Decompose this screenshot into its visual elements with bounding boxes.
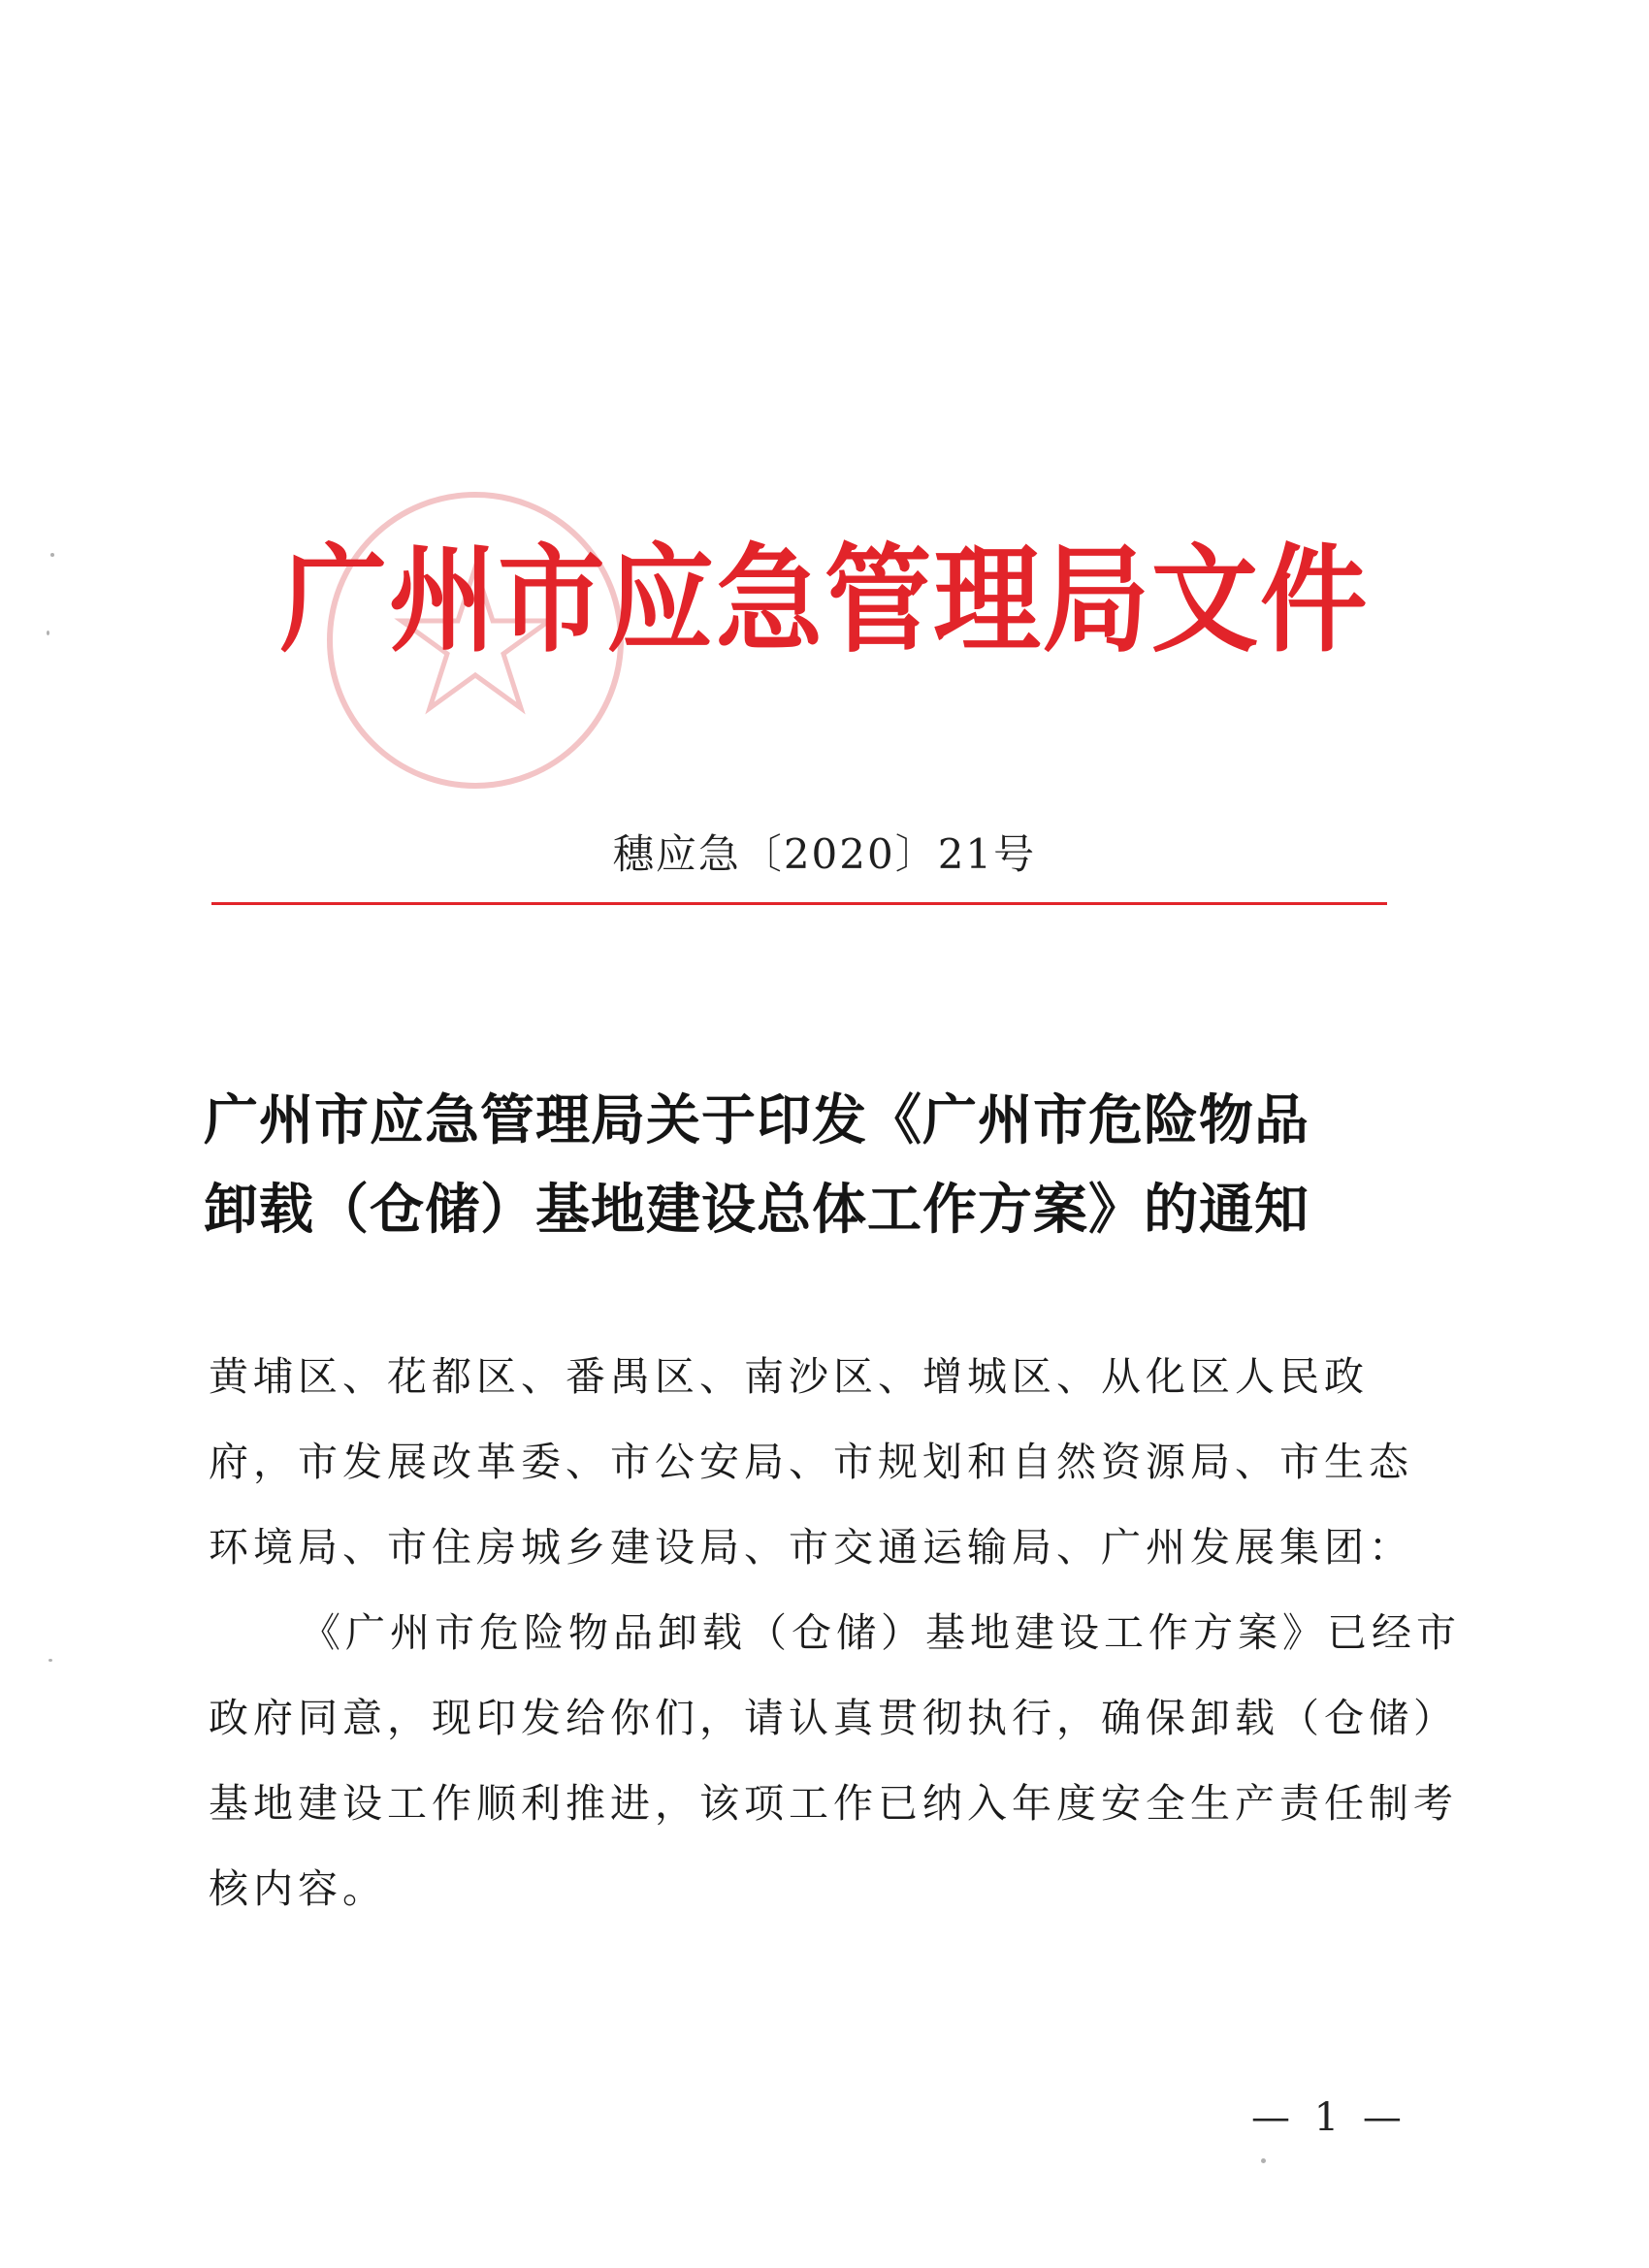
scan-speck (47, 631, 49, 635)
masthead: 广州市应急管理局文件 (279, 534, 1370, 668)
notice-body (209, 1334, 1461, 1931)
paragraph-line: 《广州市危险物品卸载（仓储）基地建设工作方案》已经市 (301, 1609, 1461, 1656)
page-number: — 1 — (1251, 2095, 1407, 2140)
paragraph-line: 基地建设工作顺利推进，该项工作已纳入年度安全生产责任制考 (209, 1780, 1458, 1827)
recipients-line: 环境局、市住房城乡建设局、市交通运输局、广州发展集团： (209, 1524, 1413, 1571)
title-line: 广州市应急管理局关于印发《广州市危险物品 (204, 1089, 1310, 1152)
recipients-line: 府，市发展改革委、市公安局、市规划和自然资源局、市生态 (209, 1439, 1413, 1485)
title-line: 卸载（仓储）基地建设总体工作方案》的通知 (204, 1179, 1310, 1242)
scan-speck (1261, 2158, 1266, 2163)
notice-title (204, 1077, 1426, 1255)
document-number: 穗应急〔2020〕21号 (612, 830, 1037, 878)
scan-speck (50, 553, 54, 557)
paragraph-line: 政府同意，现印发给你们，请认真贯彻执行，确保卸载（仓储） (209, 1695, 1458, 1741)
paragraph-line: 核内容。 (209, 1865, 387, 1912)
recipients-line: 黄埔区、花都区、番禺区、南沙区、增城区、从化区人民政 (209, 1353, 1369, 1400)
red-divider (211, 902, 1387, 905)
scan-speck (48, 1659, 52, 1662)
